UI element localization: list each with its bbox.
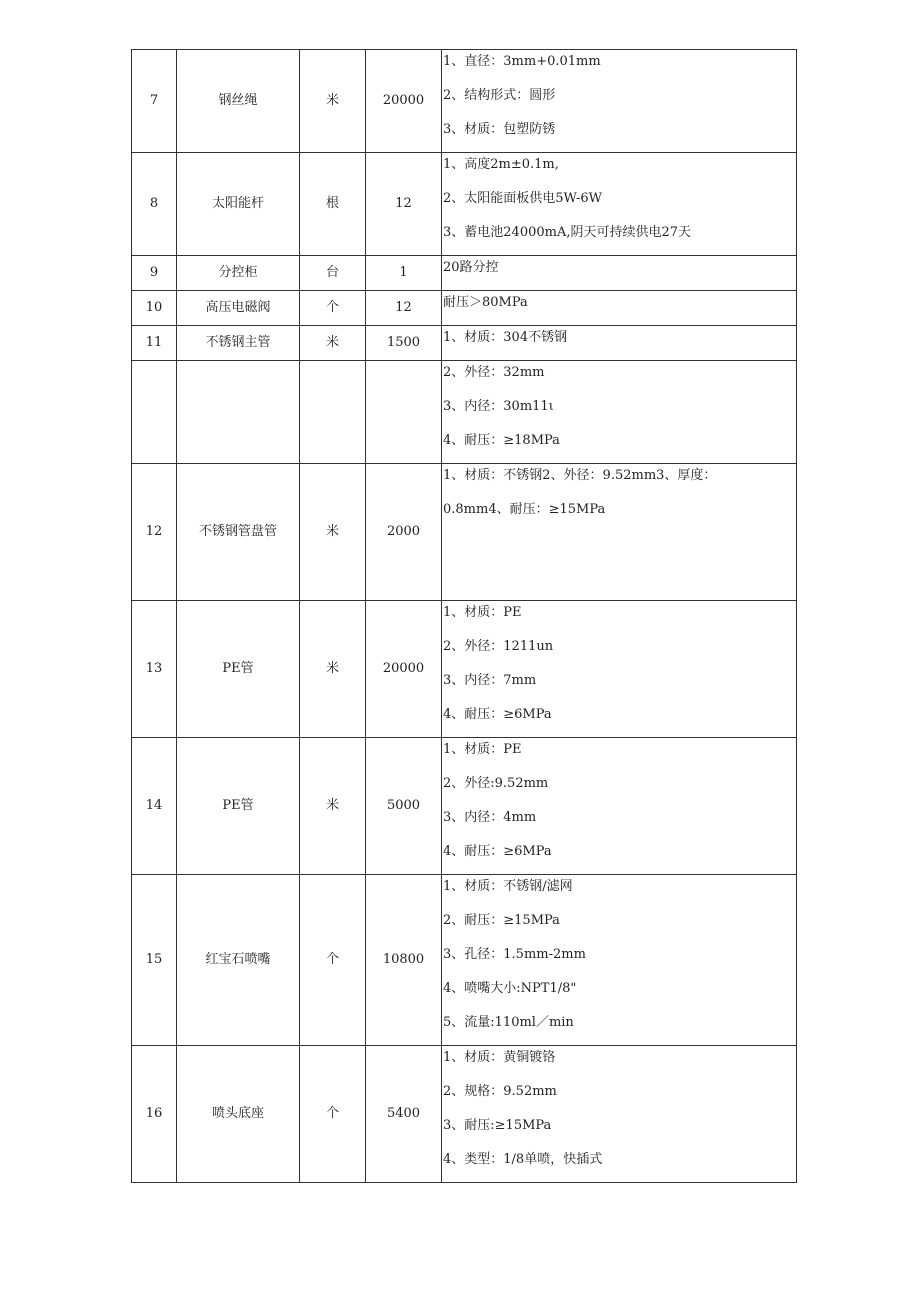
item-spec-cell: [442, 326, 797, 361]
item-unit-cell: 米: [300, 601, 366, 738]
item-unit-cell: 米: [300, 50, 366, 153]
item-spec-cell: [442, 50, 797, 153]
item-number-cell: 7: [132, 50, 177, 153]
item-quantity-cell: [366, 361, 442, 464]
spec-line: 3、耐压:≥15MPa: [443, 1118, 552, 1133]
spec-table: [131, 49, 797, 1183]
spec-line: 2、外径:9.52mm: [443, 776, 549, 791]
spec-line: 2、规格：9.52mm: [443, 1084, 557, 1099]
item-spec-cell: [442, 361, 797, 464]
item-quantity-cell: 2000: [366, 464, 442, 601]
item-name-cell: 不锈钢管盘管: [177, 464, 300, 601]
item-number-cell: [132, 361, 177, 464]
item-unit-cell: 台: [300, 256, 366, 291]
item-name-cell: PE管: [177, 738, 300, 875]
item-number-cell: 14: [132, 738, 177, 875]
item-number-cell: 16: [132, 1046, 177, 1183]
spec-line: 4、喷嘴大小:NPT1/8": [443, 981, 577, 996]
item-name-cell: 喷头底座: [177, 1046, 300, 1183]
spec-line: 1、材质：不锈钢2、外径：9.52mm3、厚度：: [443, 468, 717, 483]
spec-line: [443, 532, 796, 566]
spec-line: 3、材质：包塑防锈: [443, 122, 556, 137]
spec-line: 2、外径：1211un: [443, 639, 554, 654]
spec-line: 1、材质：不锈钢/滤网: [443, 879, 573, 894]
item-number-cell: 12: [132, 464, 177, 601]
item-quantity-cell: 5000: [366, 738, 442, 875]
item-spec-cell: [442, 291, 797, 326]
item-spec-cell: [442, 875, 797, 1046]
spec-line: 0.8mm4、耐压：≥15MPa: [443, 502, 606, 517]
table-row: [132, 256, 797, 291]
spec-line: 3、内径：30m11ι: [443, 399, 554, 414]
table-row: [132, 361, 797, 464]
table-row: [132, 326, 797, 361]
spec-line: 4、类型：1/8单喷，快插式: [443, 1152, 603, 1167]
item-unit-cell: 个: [300, 291, 366, 326]
item-unit-cell: [300, 361, 366, 464]
item-unit-cell: 米: [300, 738, 366, 875]
item-spec-cell: [442, 256, 797, 291]
spec-line: 3、内径：4mm: [443, 810, 537, 825]
item-quantity-cell: 20000: [366, 50, 442, 153]
item-number-cell: 11: [132, 326, 177, 361]
item-name-cell: 红宝石喷嘴: [177, 875, 300, 1046]
item-number-cell: 15: [132, 875, 177, 1046]
table-body: [132, 50, 797, 1183]
table-row: [132, 1046, 797, 1183]
table-row: [132, 50, 797, 153]
spec-line: 3、蓄电池24000mA,阴天可持续供电27天: [443, 225, 692, 240]
table-row: [132, 875, 797, 1046]
spec-line: 2、太阳能面板供电5W-6W: [443, 191, 602, 206]
spec-line: 4、耐压：≥18MPa: [443, 433, 560, 448]
spec-line: 2、结构形式：圆形: [443, 88, 556, 103]
item-name-cell: 钢丝绳: [177, 50, 300, 153]
table-row: [132, 464, 797, 601]
spec-line: 1、材质：PE: [443, 742, 522, 757]
item-spec-cell: [442, 601, 797, 738]
item-number-cell: 10: [132, 291, 177, 326]
spec-line: 3、内径：7mm: [443, 673, 537, 688]
item-quantity-cell: 1500: [366, 326, 442, 361]
item-quantity-cell: 20000: [366, 601, 442, 738]
item-unit-cell: 米: [300, 464, 366, 601]
item-name-cell: 分控柜: [177, 256, 300, 291]
item-name-cell: PE管: [177, 601, 300, 738]
item-number-cell: 13: [132, 601, 177, 738]
item-name-cell: [177, 361, 300, 464]
item-quantity-cell: 10800: [366, 875, 442, 1046]
spec-line: 20路分控: [443, 260, 499, 275]
item-quantity-cell: 12: [366, 291, 442, 326]
spec-line: 5、流量:110ml／min: [443, 1015, 574, 1030]
spec-line: [443, 566, 796, 600]
spec-line: 1、材质：304不锈钢: [443, 330, 568, 345]
item-name-cell: 太阳能杆: [177, 153, 300, 256]
item-unit-cell: 个: [300, 1046, 366, 1183]
spec-line: 1、材质：黄铜镀铬: [443, 1050, 556, 1065]
item-number-cell: 9: [132, 256, 177, 291]
table-row: [132, 291, 797, 326]
item-number-cell: 8: [132, 153, 177, 256]
item-spec-cell: [442, 738, 797, 875]
item-spec-cell: [442, 464, 797, 601]
item-name-cell: 不锈钢主管: [177, 326, 300, 361]
item-quantity-cell: 5400: [366, 1046, 442, 1183]
item-spec-cell: [442, 1046, 797, 1183]
spec-line: 3、孔径：1.5mm-2mm: [443, 947, 586, 962]
table-row: [132, 601, 797, 738]
item-name-cell: 高压电磁阀: [177, 291, 300, 326]
item-unit-cell: 个: [300, 875, 366, 1046]
spec-line: 2、外径：32mm: [443, 365, 545, 380]
spec-line: 1、高度2m±0.1m,: [443, 157, 559, 172]
spec-line: 2、耐压：≥15MPa: [443, 913, 560, 928]
spec-line: 耐压＞80MPa: [443, 295, 528, 310]
table-row: [132, 153, 797, 256]
spec-line: 1、材质：PE: [443, 605, 522, 620]
spec-line: 4、耐压：≥6MPa: [443, 844, 552, 859]
item-spec-cell: [442, 153, 797, 256]
table-row: [132, 738, 797, 875]
item-unit-cell: 根: [300, 153, 366, 256]
item-quantity-cell: 1: [366, 256, 442, 291]
item-unit-cell: 米: [300, 326, 366, 361]
spec-line: 1、直径：3mm+0.01mm: [443, 54, 601, 69]
item-quantity-cell: 12: [366, 153, 442, 256]
spec-line: 4、耐压：≥6MPa: [443, 707, 552, 722]
